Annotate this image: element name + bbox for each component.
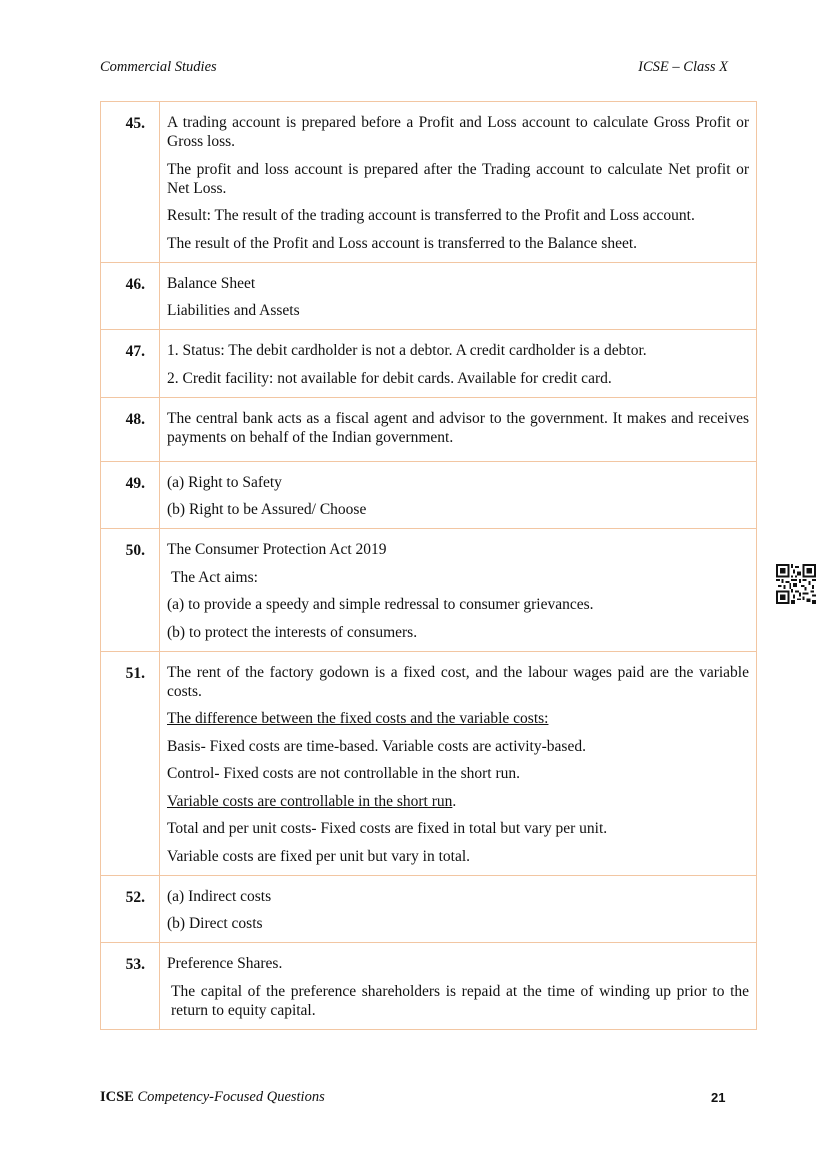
answer-table xyxy=(100,101,757,1030)
answer-text: (a) Right to Safety (b) Right to be Assured/ Choose xyxy=(160,461,757,529)
question-number: 48. xyxy=(101,397,160,461)
answer-text: Balance Sheet Liabilities and Assets xyxy=(160,262,757,330)
qr-code-icon[interactable] xyxy=(776,564,816,604)
answer-row-51 xyxy=(101,651,757,875)
footer-title: ICSE Competency-Focused Questions xyxy=(100,1089,325,1105)
page-number: 21 xyxy=(711,1090,726,1105)
answer-row-48 xyxy=(101,397,757,461)
question-number: 45. xyxy=(101,102,160,263)
answer-text: The Consumer Protection Act 2019 The Act aims: (a) to provide a speedy and simple redressal to consumer grievances. (b) to protect the interests of consumers. xyxy=(160,529,757,652)
running-header-subject: Commercial Studies xyxy=(100,59,217,75)
answer-text: The central bank acts as a fiscal agent and advisor to the government. It makes and receives payments on behalf of the Indian government. xyxy=(160,397,757,461)
answer-text: Preference Shares. The capital of the preference shareholders is repaid at the time of winding up prior to the return to equity capital. xyxy=(160,943,757,1030)
answer-text: The rent of the factory godown is a fixed cost, and the labour wages paid are the variable costs. The difference between the fixed costs and the variable costs: Basis- Fixed costs are time-based. Variable costs are activity-based. Control- Fixed costs are not controllable in the short run. Variable costs are controllable in the short run. Total and per unit costs- Fixed costs are fixed in total but vary per unit. Variable costs are fixed per unit but vary in total. xyxy=(160,651,757,875)
answer-row-52 xyxy=(101,875,757,943)
answer-row-45 xyxy=(101,102,757,263)
answer-text: A trading account is prepared before a Profit and Loss account to calculate Gross Profit or Gross loss. The profit and loss account is prepared after the Trading account to calculate Net profit or Net Loss. Result: The result of the trading account is transferred to the Profit and Loss account. The result of the Profit and Loss account is transferred to the Balance sheet. xyxy=(160,102,757,263)
answer-row-47 xyxy=(101,330,757,398)
answer-row-53 xyxy=(101,943,757,1030)
answer-row-50 xyxy=(101,529,757,652)
answer-row-49 xyxy=(101,461,757,529)
answer-text: (a) Indirect costs (b) Direct costs xyxy=(160,875,757,943)
question-number: 47. xyxy=(101,330,160,398)
question-number: 50. xyxy=(101,529,160,652)
answer-row-46 xyxy=(101,262,757,330)
question-number: 46. xyxy=(101,262,160,330)
question-number: 52. xyxy=(101,875,160,943)
answer-text: 1. Status: The debit cardholder is not a debtor. A credit cardholder is a debtor. 2. Credit facility: not available for debit cards. Available for credit card. xyxy=(160,330,757,398)
question-number: 53. xyxy=(101,943,160,1030)
question-number: 51. xyxy=(101,651,160,875)
running-header-class: ICSE – Class X xyxy=(638,59,728,75)
question-number: 49. xyxy=(101,461,160,529)
